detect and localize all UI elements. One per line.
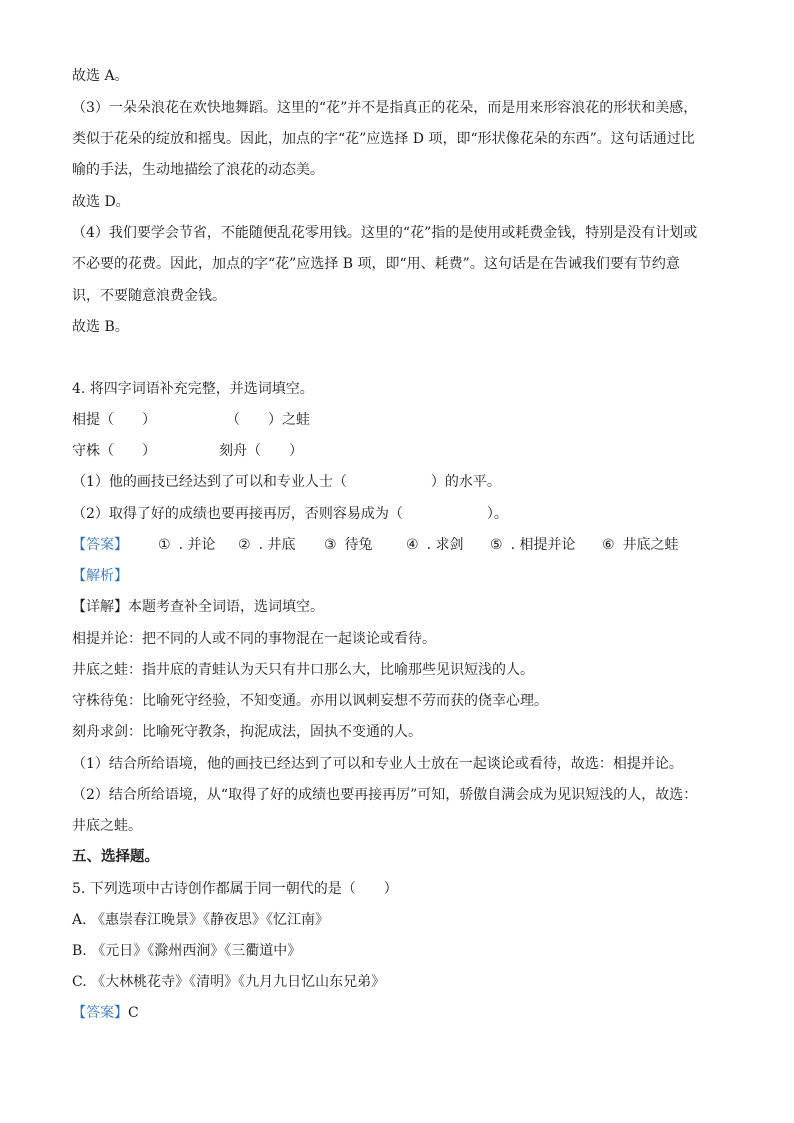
answer-item-4 — [406, 535, 463, 555]
q4-answer-row — [72, 535, 732, 555]
section-5-heading: 五、选择题。 — [72, 849, 159, 865]
detail-line — [72, 597, 324, 617]
definition-1: 相提并论：把不同的人或不同的事物混在一起谈论或看待。 — [72, 631, 436, 647]
explanation-1: （1）结合所给语境，他的画技已经达到了可以和专业人士放在一起谈论或看待，故选：相提并论。 — [72, 756, 683, 772]
answer-item-6 — [602, 535, 679, 555]
answer-item-2 — [238, 535, 295, 555]
choice-a-line: 故选 A。 — [72, 68, 129, 84]
answer-item-5 — [490, 535, 575, 555]
q5-option-a: A. 《惠崇春江晚景》《静夜思》《忆江南》 — [72, 912, 330, 928]
question-5-title: 5. 下列选项中古诗创作都属于同一朝代的是（ ） — [72, 881, 398, 897]
item3-line1: （3）一朵朵浪花在欢快地舞蹈。这里的“花”并不是指真正的花朵，而是用来形容浪花的形状和美感， — [72, 100, 698, 116]
item4-line2: 不必要的花费。因此，加点的字“花”应选择 B 项，即“用、耗费”。这句话是在告诫我们要有节约意 — [72, 256, 680, 272]
q5-answer-value: C — [128, 1005, 139, 1021]
answer-text: . 求剑 — [426, 537, 464, 553]
item4-line1: （4）我们要学会节省，不能随便乱花零用钱。这里的“花”指的是使用或耗费金钱，特别是没有计划或 — [72, 225, 698, 241]
q4-blank-row-1: 相提（ ） （ ）之蛙 — [72, 412, 310, 428]
answer-text: 井底之蛙 — [622, 537, 679, 553]
item3-line2: 类似于花朵的绽放和摇曳。因此，加点的字“花”应选择 D 项，即“形状像花朵的东西”。这句话通过比 — [72, 131, 695, 147]
circled-number: ② — [238, 537, 251, 553]
definition-3: 守株待兔：比喻死守经验，不知变通。亦用以讽刺妄想不劳而获的侥幸心理。 — [72, 693, 548, 709]
q5-option-c: C. 《大林桃花寺》《清明》《九月九日忆山东兄弟》 — [72, 974, 386, 990]
definition-4: 刻舟求剑：比喻死守教条，拘泥成法，固执不变通的人。 — [72, 724, 422, 740]
answer-item-3 — [324, 535, 373, 555]
answer-text: . 相提并论 — [510, 537, 576, 553]
item4-line3: 识，不要随意浪费金钱。 — [72, 288, 226, 304]
answer-text: . 井底 — [258, 537, 296, 553]
answer-item-1 — [158, 535, 215, 555]
circled-number: ⑥ — [602, 537, 615, 553]
circled-number: ① — [158, 537, 171, 553]
circled-number: ⑤ — [490, 537, 503, 553]
explanation-2-line2: 井底之蛙。 — [72, 818, 142, 834]
q4-sub-question-1: （1）他的画技已经达到了可以和专业人士（ ）的水平。 — [72, 474, 501, 490]
q4-blank-row-2: 守株（ ） 刻舟（ ） — [72, 443, 303, 459]
circled-number: ③ — [324, 537, 337, 553]
choice-b-line: 故选 B。 — [72, 319, 129, 335]
analysis-tag: 【解析】 — [72, 568, 128, 584]
question-4-title: 4. 将四字词语补充完整，并选词填空。 — [72, 381, 314, 397]
q5-option-b: B. 《元日》《滁州西涧》《三衢道中》 — [72, 943, 302, 959]
q4-sub-question-2: （2）取得了好的成绩也要再接再厉，否则容易成为（ ）。 — [72, 506, 508, 522]
answer-tag: 【答案】 — [72, 537, 128, 553]
circled-number: ④ — [406, 537, 419, 553]
detail-tag: 【详解】 — [72, 599, 128, 615]
answer-text: 待兔 — [344, 537, 373, 553]
explanation-2-line1: （2）结合所给语境，从“取得了好的成绩也要再接再厉”可知，骄傲自满会成为见识短浅的人，故选： — [72, 787, 698, 803]
answer-tag: 【答案】 — [72, 1005, 128, 1021]
detail-text: 本题考查补全词语，选词填空。 — [128, 599, 324, 615]
answer-text: . 并论 — [178, 537, 216, 553]
q5-answer-line — [72, 1003, 139, 1023]
definition-2: 井底之蛙：指井底的青蛙认为天只有井口那么大，比喻那些见识短浅的人。 — [72, 662, 534, 678]
choice-d-line: 故选 D。 — [72, 194, 130, 210]
item3-line3: 喻的手法，生动地描绘了浪花的动态美。 — [72, 162, 324, 178]
